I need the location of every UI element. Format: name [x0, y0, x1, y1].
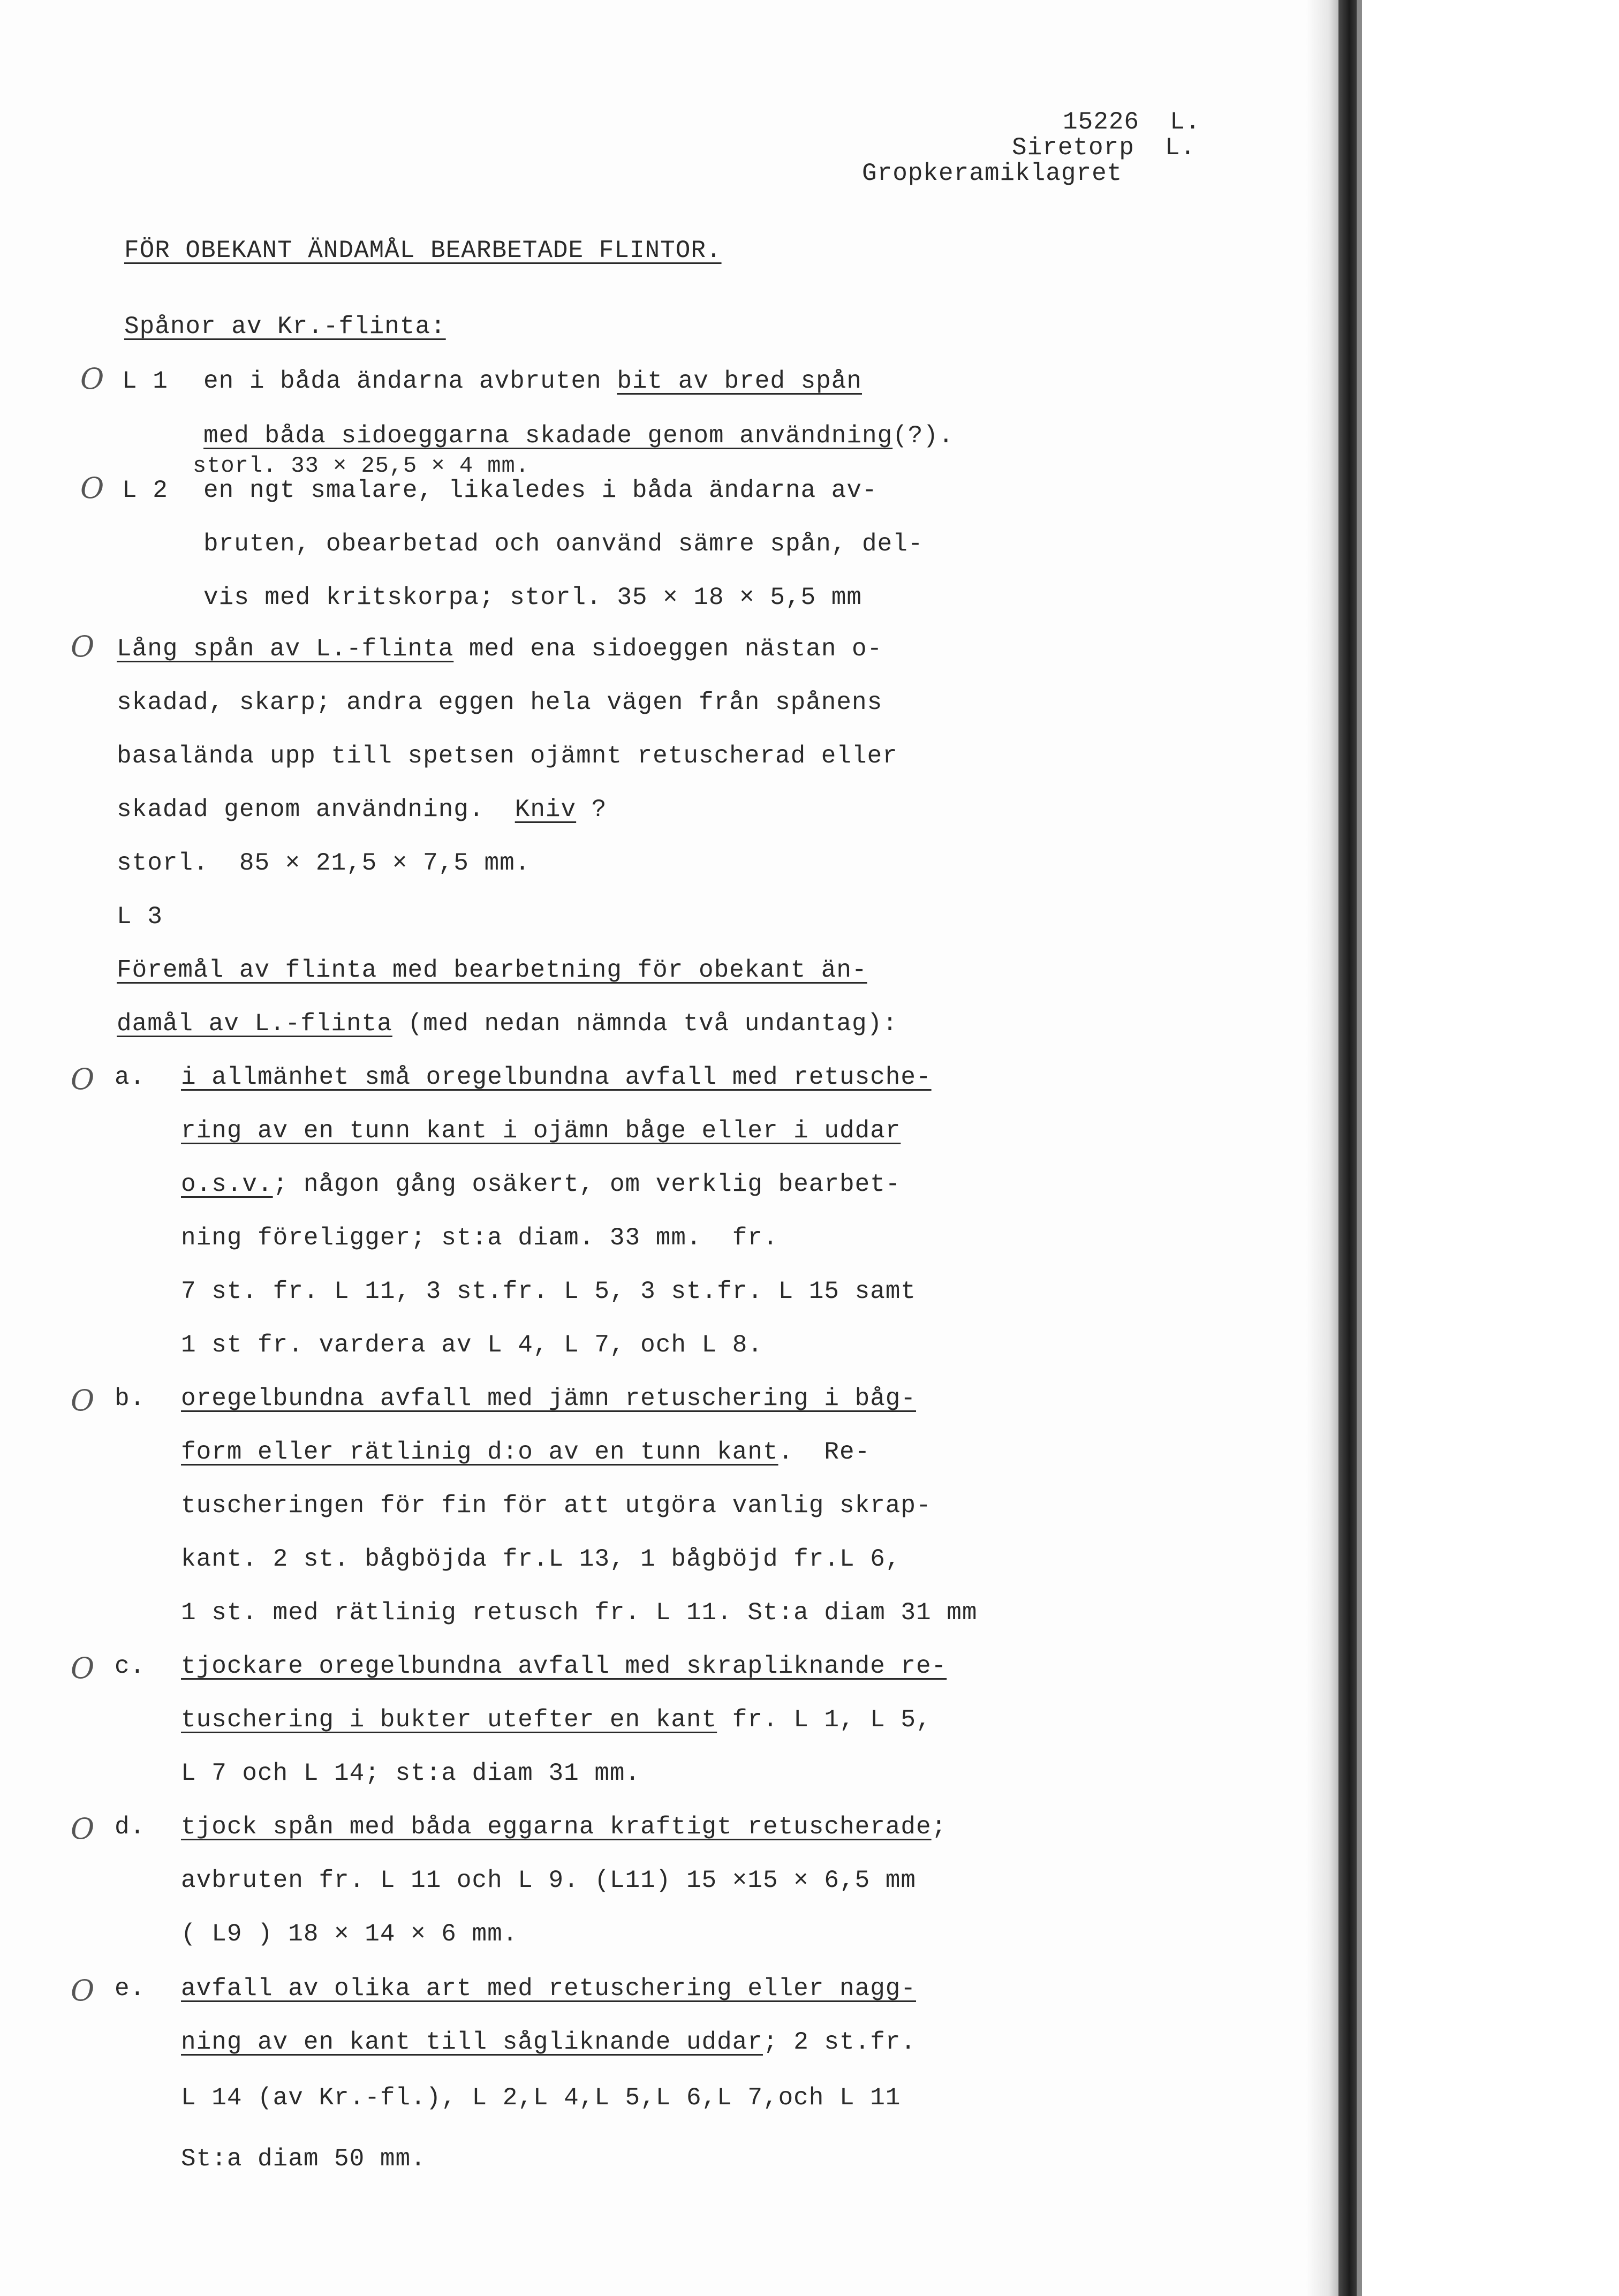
item-b-line5: 1 st. med rätlinig retusch fr. L 11. St:a diam 31 mm [181, 1599, 978, 1627]
l1-text-line2 [203, 421, 954, 451]
lang-line4-c: ? [576, 796, 607, 824]
item-d-line2: avbruten fr. L 11 och L 9. (L11) 15 ×15 × 6,5 mm [181, 1867, 917, 1894]
item-b-line2 [181, 1437, 870, 1467]
item-e-line2-a: ning av en kant till sågliknande uddar [181, 2028, 763, 2056]
item-a-line5: 7 st. fr. L 11, 3 st.fr. L 5, 3 st.fr. L 15 samt [181, 1278, 917, 1305]
site-name: Siretorp L. [1012, 134, 1196, 162]
margin-mark: O [71, 1974, 95, 2007]
item-a-osv: o.s.v. [181, 1170, 273, 1198]
binding-edge [1338, 0, 1357, 2296]
item-b-line2-b: . Re- [778, 1438, 871, 1466]
lang-title: Lång spån av L.-flinta [117, 635, 454, 663]
l1-text-line1 [203, 366, 862, 396]
margin-mark: O [71, 630, 95, 663]
item-d-label: d. [115, 1813, 146, 1841]
item-c-line2-a: tuschering i bukter utefter en kant [181, 1706, 717, 1734]
item-b-line3: tuscheringen för fin för att utgöra vanlig skrap- [181, 1492, 932, 1520]
item-d-line1 [181, 1812, 947, 1842]
l1-text-b: bit av bred spån [617, 367, 862, 395]
lang-kniv: Kniv [515, 796, 577, 824]
item-c-label: c. [115, 1652, 146, 1680]
l2-line1: en ngt smalare, likaledes i båda ändarna av- [203, 477, 877, 504]
lang-line3: basalända upp till spetsen ojämnt retuscherad eller [117, 742, 898, 770]
l1-text-d: (?). [892, 422, 954, 450]
margin-mark: O [71, 1384, 95, 1417]
item-c-line3: L 7 och L 14; st:a diam 31 mm. [181, 1759, 641, 1787]
lang-line4-a: skadad genom användning. [117, 796, 515, 824]
item-a-line4: ning föreligger; st:a diam. 33 mm. fr. [181, 1224, 778, 1252]
lang-line1 [117, 634, 882, 664]
scan-background [1362, 0, 1619, 2296]
lang-storl: storl. 85 × 21,5 × 7,5 mm. [117, 849, 531, 877]
item-c-line2 [181, 1705, 932, 1735]
item-d-line1-b: ; [931, 1813, 947, 1841]
item-a-line6: 1 st fr. vardera av L 4, L 7, och L 8. [181, 1331, 763, 1359]
l1-text-a: en i båda ändarna avbruten [203, 367, 617, 395]
margin-mark: O [80, 362, 104, 396]
item-e-line2 [181, 2027, 916, 2057]
item-b-line1: oregelbundna avfall med jämn retuschering i båg- [181, 1385, 917, 1413]
l2-label: L 2 [122, 477, 168, 504]
lang-line1-rest: med ena sidoeggen nästan o- [453, 635, 883, 663]
item-e-line4: St:a diam 50 mm. [181, 2145, 426, 2173]
page-title: FÖR OBEKANT ÄNDAMÅL BEARBETADE FLINTOR. [124, 237, 722, 265]
section-heading-spanor: Spånor av Kr.-flinta: [124, 313, 446, 341]
l1-text-c: med båda sidoeggarna skadade genom användning [203, 422, 893, 450]
item-c-line2-b: fr. L 1, L 5, [717, 1706, 932, 1734]
l2-line3: vis med kritskorpa; storl. 35 × 18 × 5,5 mm [203, 584, 862, 611]
layer-name: Gropkeramiklagret [862, 160, 1123, 187]
item-e-label: e. [115, 1975, 146, 2003]
item-e-line2-b: ; 2 st.fr. [762, 2028, 917, 2056]
item-a-line3 [181, 1169, 901, 1199]
section2-line2-a: damål av L.-flinta [117, 1010, 392, 1038]
item-a-line2: ring av en tunn kant i ojämn båge eller i uddar [181, 1117, 901, 1145]
item-c-line1: tjockare oregelbundna avfall med skrapliknande re- [181, 1652, 947, 1680]
item-b-label: b. [115, 1385, 146, 1413]
l3-label: L 3 [117, 903, 163, 931]
item-a-label: a. [115, 1063, 146, 1091]
item-a-line3-rest: ; någon gång osäkert, om verklig bearbet- [273, 1170, 901, 1198]
l2-line2: bruten, obearbetad och oanvänd sämre spån, del- [203, 530, 924, 558]
item-b-line4: kant. 2 st. bågböjda fr.L 13, 1 bågböjd fr.L 6, [181, 1545, 901, 1573]
lang-line2: skadad, skarp; andra eggen hela vägen från spånens [117, 689, 883, 716]
l1-label: L 1 [122, 367, 168, 395]
margin-mark: O [71, 1812, 95, 1846]
item-d-line3: ( L9 ) 18 × 14 × 6 mm. [181, 1920, 518, 1948]
item-d-line1-a: tjock spån med båda eggarna kraftigt retuscherade [181, 1813, 932, 1841]
catalog-number: 15226 L. [1063, 108, 1201, 136]
page-edge-shadow [1306, 0, 1338, 2296]
section2-line1: Föremål av flinta med bearbetning för obekant än- [117, 956, 867, 984]
l1-storl: storl. 33 × 25,5 × 4 mm. [193, 453, 529, 479]
binding-strip [1357, 0, 1362, 2296]
item-a-line1: i allmänhet små oregelbundna avfall med retusche- [181, 1063, 932, 1091]
item-e-line1: avfall av olika art med retuschering eller nagg- [181, 1975, 917, 2003]
item-b-line2-a: form eller rätlinig d:o av en tunn kant [181, 1438, 778, 1466]
section2-line2 [117, 1009, 898, 1039]
margin-mark: O [71, 1062, 95, 1096]
section2-line2-b: (med nedan nämnda två undantag): [392, 1010, 898, 1038]
margin-mark: O [80, 471, 104, 505]
margin-mark: O [71, 1651, 95, 1685]
item-e-line3: L 14 (av Kr.-fl.), L 2,L 4,L 5,L 6,L 7,och L 11 [181, 2084, 901, 2112]
lang-line4 [117, 795, 607, 825]
